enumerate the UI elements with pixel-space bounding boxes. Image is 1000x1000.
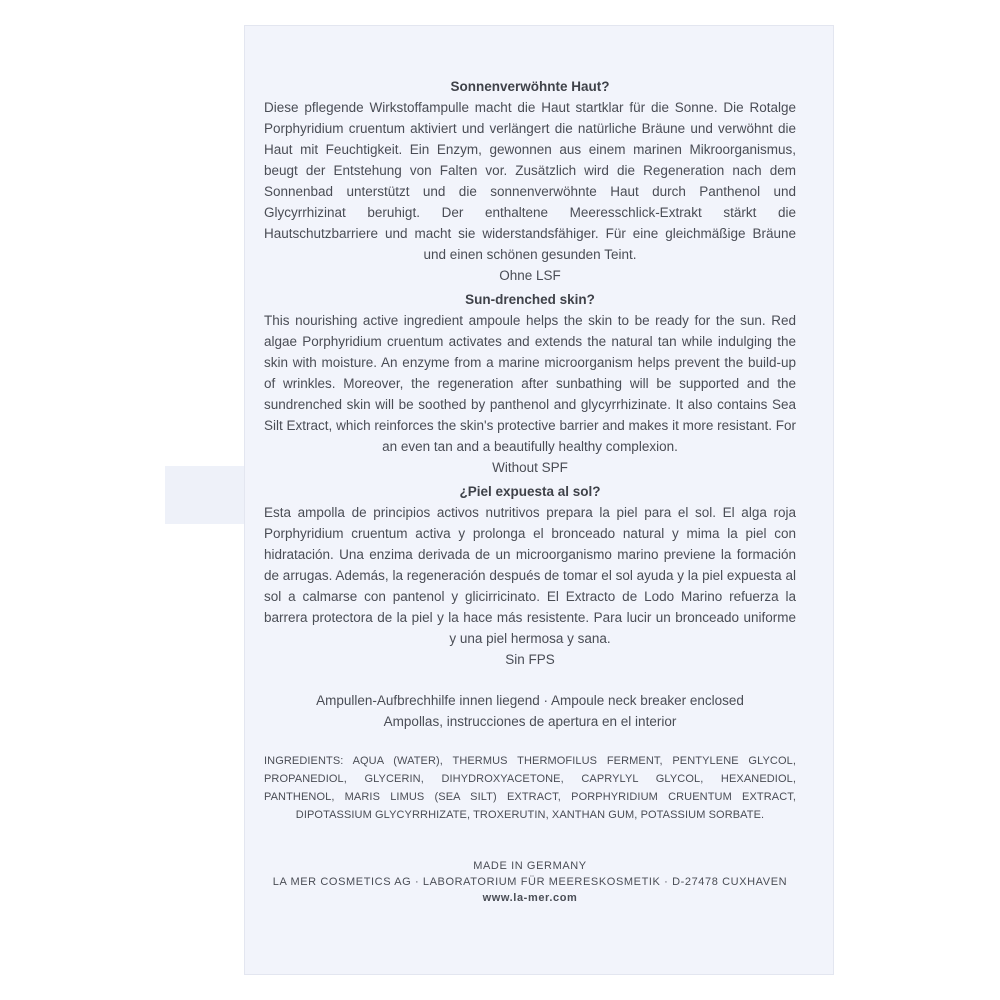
ampoule-notice	[264, 690, 796, 732]
spanish-spf-note: Sin FPS	[505, 652, 555, 667]
english-heading: Sun-drenched skin?	[465, 292, 595, 307]
english-section	[264, 289, 796, 478]
website-link[interactable]: www.la-mer.com	[482, 892, 578, 904]
english-spf-note: Without SPF	[492, 460, 568, 475]
label-text	[264, 76, 796, 906]
made-in-label: MADE IN GERMANY	[473, 860, 587, 872]
german-section	[264, 76, 796, 286]
spanish-description: Esta ampolla de principios activos nutritivos prepara la piel para el sol. El alga roja Porphyridium cruentum activa y prolonga el bronceado natural y mima la piel con hidratación. Una enzima derivada de un microorganismo marino previene la formación de arrugas. Además, la regeneración después de tomar el sol ayuda y la piel expuesta al sol a calmarse con pantenol y glicirricinato. El Extracto de Lodo Marino refuerza la barrera protectora de la piel y la hace más resistente. Para lucir un bronceado uniforme y una piel hermosa y sana.	[264, 505, 796, 646]
notice-line-2: Ampollas, instrucciones de apertura en el interior	[383, 714, 677, 729]
spanish-section	[264, 481, 796, 670]
spanish-heading: ¿Piel expuesta al sol?	[459, 484, 601, 499]
side-tab	[165, 466, 245, 524]
notice-line-1: Ampullen-Aufbrechhilfe innen liegend · Ampoule neck breaker enclosed	[316, 693, 744, 708]
german-spf-note: Ohne LSF	[499, 268, 561, 283]
english-description: This nourishing active ingredient ampoule helps the skin to be ready for the sun. Red algae Porphyridium cruentum activates and extends the natural tan while indulging the skin with moisture. An enzyme from a marine microorganism helps prevent the build-up of wrinkles. Moreover, the regeneration after sunbathing will be supported and the sundrenched skin will be soothed by panthenol and glycyrrhizinate. It also contains Sea Silt Extract, which reinforces the skin's protective barrier and makes it more resistant. For an even tan and a beautifully healthy complexion.	[264, 313, 796, 454]
company-address: LA MER COSMETICS AG · LABORATORIUM FÜR MEERESKOSMETIK · D-27478 CUXHAVEN	[272, 876, 788, 888]
german-heading: Sonnenverwöhnte Haut?	[450, 79, 610, 94]
ingredients-list: INGREDIENTS: AQUA (WATER), THERMUS THERMOFILUS FERMENT, PENTYLENE GLYCOL, PROPANEDIOL, GLYCERIN, DIHYDROXYACETONE, CAPRYLYL GLYCOL, HEXANEDIOL, PANTHENOL, MARIS LIMUS (SEA SILT) EXTRACT, PORPHYRIDIUM CRUENTUM EXTRACT, DIPOTASSIUM GLYCYRRHIZATE, TROXERUTIN, XANTHAN GUM, POTASSIUM SORBATE.	[264, 755, 796, 821]
german-description: Diese pflegende Wirkstoffampulle macht die Haut startklar für die Sonne. Die Rotalge Porphyridium cruentum aktiviert und verlängert die natürliche Bräune und verwöhnt die Haut mit Feuchtigkeit. Ein Enzym, gewonnen aus einem marinen Mikroorganismus, beugt der Entstehung von Falten vor. Zusätzlich wird die Regeneration nach dem Sonnenbad unterstützt und die sonnenverwöhnte Haut durch Panthenol und Glycyrrhizinat beruhigt. Der enthaltene Meeresschlick-Extrakt stärkt die Hautschutzbarriere und macht sie widerstandsfähiger. Für eine gleichmäßige Bräune und einen schönen gesunden Teint.	[264, 100, 796, 262]
manufacturer-footer	[264, 858, 796, 906]
